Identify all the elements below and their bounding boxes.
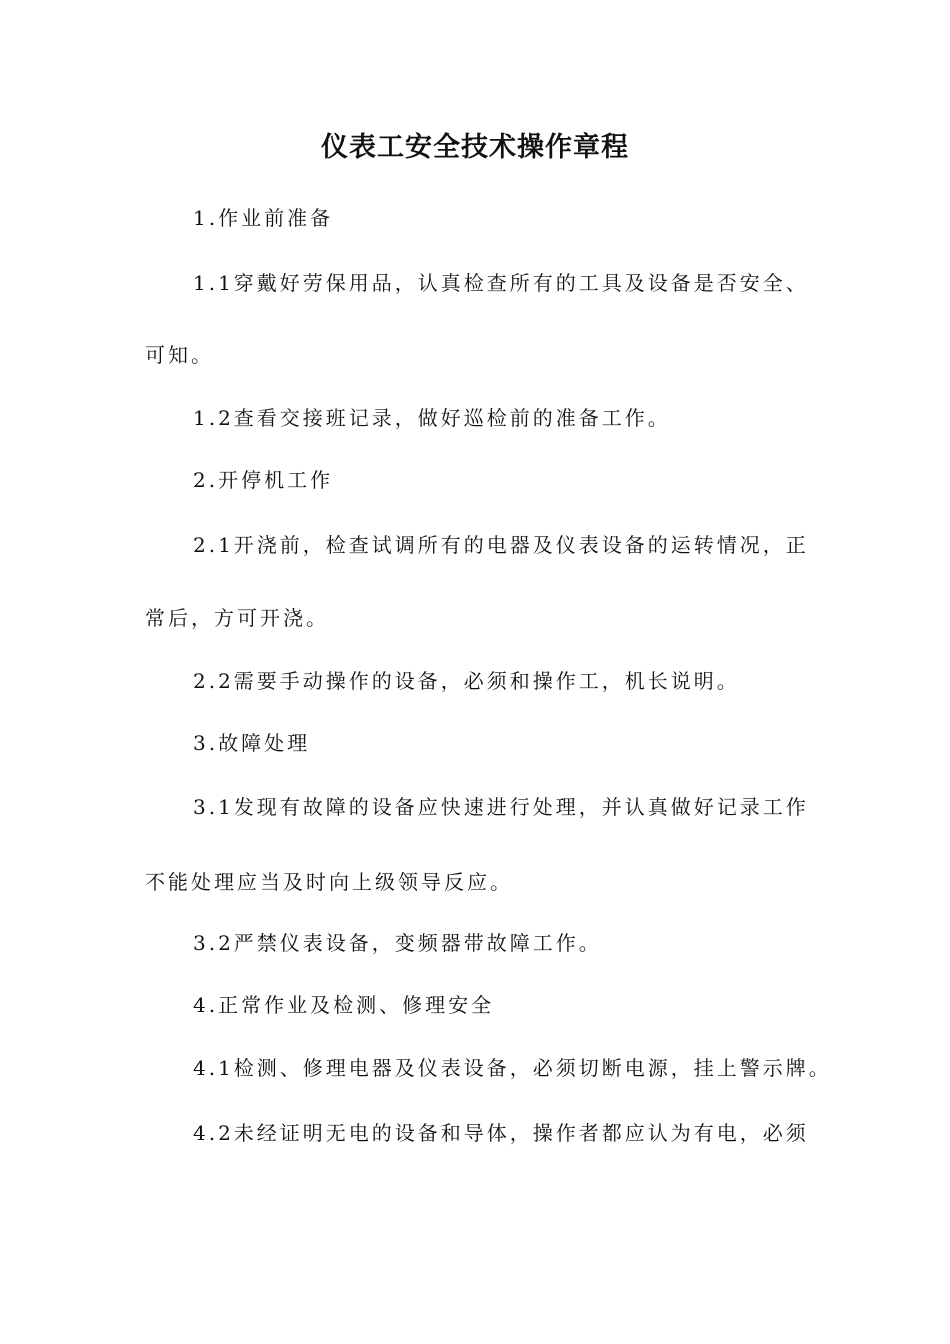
paragraph-2-1-continued: 常后，方可开浇。 [145,606,329,630]
paragraph-2-1: 2.1开浇前，检查试调所有的电器及仪表设备的运转情况，正 [193,533,809,557]
paragraph-1-1: 1.1穿戴好劳保用品，认真检查所有的工具及设备是否安全、 [193,271,809,295]
paragraph-4-2: 4.2未经证明无电的设备和导体，操作者都应认为有电，必须 [193,1121,809,1145]
paragraph-2-2: 2.2需要手动操作的设备，必须和操作工，机长说明。 [193,669,740,693]
section-heading-4: 4.正常作业及检测、修理安全 [193,993,495,1017]
paragraph-3-1-continued: 不能处理应当及时向上级领导反应。 [145,870,513,894]
paragraph-4-1: 4.1检测、修理电器及仪表设备，必须切断电源，挂上警示牌。 [193,1056,832,1080]
paragraph-3-2: 3.2严禁仪表设备，变频器带故障工作。 [193,931,602,955]
paragraph-1-1-continued: 可知。 [145,343,214,367]
section-heading-1: 1.作业前准备 [193,206,334,230]
paragraph-3-1: 3.1发现有故障的设备应快速进行处理，并认真做好记录工作 [193,795,809,819]
section-heading-3: 3.故障处理 [193,731,311,755]
document-title: 仪表工安全技术操作章程 [321,132,629,163]
paragraph-1-2: 1.2查看交接班记录，做好巡检前的准备工作。 [193,406,671,430]
section-heading-2: 2.开停机工作 [193,468,334,492]
